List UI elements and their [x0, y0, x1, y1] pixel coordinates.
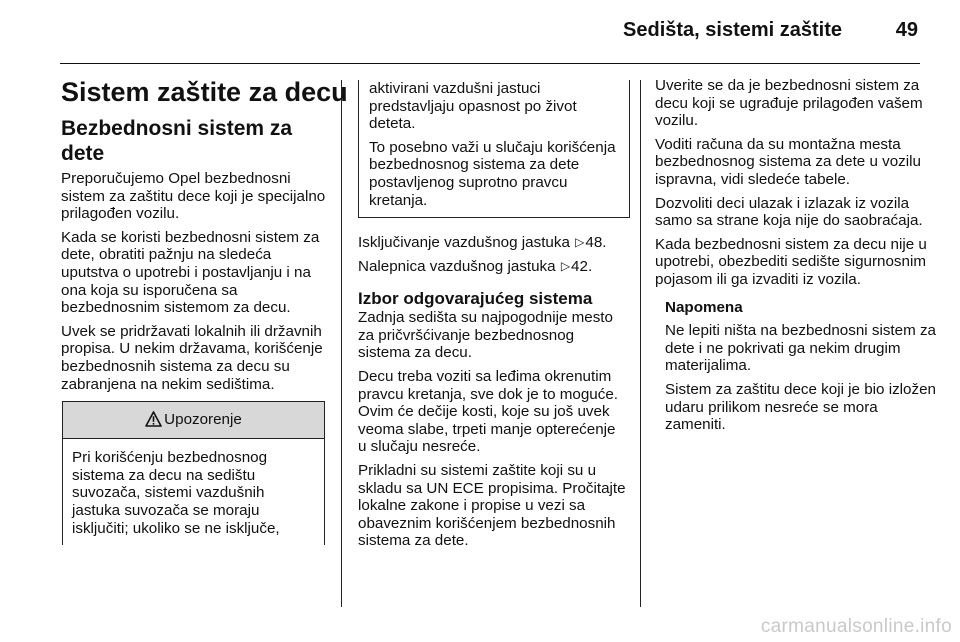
warning-body: Pri korišćenju bezbednosnog sistema za decu na sedištu suvozača, sistemi vazdušnih jastuka suvozača se moraju isključiti; ukoliko se ne isključe,: [63, 438, 324, 545]
paragraph: Preporučujemo Opel bezbednosni sistem za zaštitu dece koji je specijalno prilagođen vozilu.: [61, 170, 326, 223]
note-paragraph: Ne lepiti ništa na bezbednosni sistem za dete i ne pokrivati ga nekim drugim materijalima.: [665, 322, 936, 375]
reference-text: Nalepnica vazdušnog jastuka: [358, 257, 556, 275]
paragraph: Prikladni su sistemi zaštite koji su u skladu sa UN ECE propisima. Pročitajte lokalne zakone i propise u vezi sa obaveznim korišćenjem bezbednosnih sistema za dete.: [358, 461, 626, 550]
paragraph: Dozvoliti deci ulazak i izlazak iz vozila samo sa strane koja nije do saobraćaja.: [655, 194, 923, 230]
section-title: Bezbednosni sistem za dete: [61, 117, 293, 165]
reference-text: Isključivanje vazdušnog jastuka: [358, 234, 570, 251]
watermark: carmanualsonline.info: [760, 616, 952, 637]
column-2: [358, 234, 628, 556]
paragraph: Uvek se pridržavati lokalnih ili državnih propisa. U nekim državama, korišćenje bezbednosnih sistema za decu su zabranjena na nekim sedištima.: [61, 322, 323, 393]
note-paragraph: Sistem za zaštitu dece koji je bio izložen udaru prilikom nesreće se mora zameniti.: [665, 380, 936, 434]
subsection-title: Izbor odgovarajućeg sistema: [358, 289, 593, 309]
column-1: [61, 77, 348, 545]
warning-paragraph: aktivirani vazdušni jastuci predstavljaju opasnost po život deteta.: [369, 80, 577, 133]
chapter-title: Sistem zaštite za decu: [61, 77, 348, 107]
page-number: 49: [895, 19, 918, 41]
warning-triangle-icon: [145, 405, 162, 441]
warning-box: [62, 401, 325, 545]
column-divider: [640, 80, 641, 607]
triangle-right-icon: ▷: [560, 258, 571, 273]
paragraph: Kada bezbednosni sistem za decu nije u upotrebi, obezbediti sedište sigurnosnim pojasom ili ga izvaditi iz vozila.: [655, 235, 927, 288]
warning-header: [63, 401, 324, 438]
paragraph: Decu treba voziti sa leđima okrenutim pravcu kretanja, sve dok je to moguće. Ovim će dečije kosti, koje su još uvek veoma slabe, trpeti manje opterećenje u slučaju nesreće.: [358, 367, 619, 456]
paragraph: Kada se koristi bezbednosni sistem za dete, obratiti pažnju na sledeća uputstva o upotrebi i postavljanju i na ona koja su isporučena sa bezbednosnim sistemom za decu.: [61, 228, 320, 317]
page-reference[interactable]: [358, 234, 628, 252]
header-rule: [60, 63, 920, 64]
warning-box-continued: [358, 80, 630, 218]
paragraph: Voditi računa da su montažna mesta bezbednosnog sistema za dete u vozilu ispravna, vidi sledeće tabele.: [655, 135, 921, 188]
column-divider: [341, 80, 342, 607]
paragraph: Zadnja sedišta su najpogodnije mesto za pričvršćivanje bezbednosnog sistema za decu.: [358, 309, 613, 362]
paragraph: Uverite se da je bezbednosni sistem za decu koji se ugrađuje prilagođen vašem vozilu.: [655, 77, 923, 130]
note-title: Napomena: [665, 298, 743, 316]
running-title: Sedišta, sistemi zaštite: [623, 19, 842, 41]
column-3: [655, 77, 937, 440]
triangle-right-icon: ▷: [575, 235, 585, 249]
note-block: [665, 299, 937, 434]
reference-page: 42.: [571, 257, 593, 275]
page-reference[interactable]: [358, 258, 628, 276]
reference-page: 48.: [585, 234, 607, 251]
warning-title: Upozorenje: [164, 411, 242, 429]
warning-paragraph: To posebno važi u slučaju korišćenja bezbednosnog sistema za dete postavljenog suprotno pravcu kretanja.: [369, 138, 616, 209]
